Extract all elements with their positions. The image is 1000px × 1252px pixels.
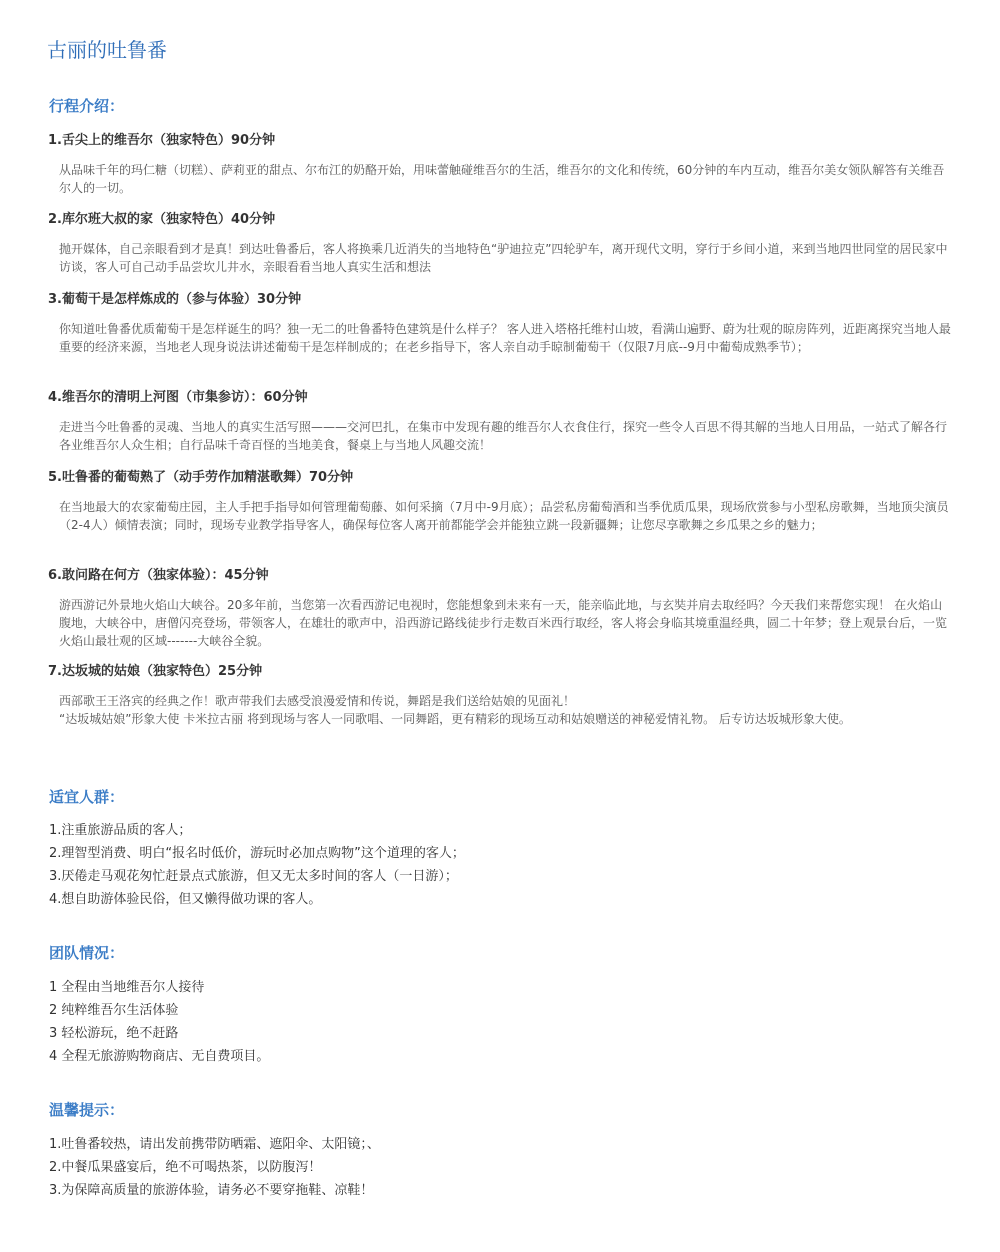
itinerary-heading: 行程介绍： [49, 97, 125, 115]
list-item: 2.理智型消费、明白“报名时低价，游玩时必加点购物”这个道理的客人； [49, 846, 465, 861]
itinerary-item-title: 3.葡萄干是怎样炼成的（参与体验）30分钟 [48, 292, 302, 307]
description-paragraph: 在当地最大的农家葡萄庄园，主人手把手指导如何管理葡萄藤、如何采摘（7月中-9月底）；品尝私房葡萄酒和当季优质瓜果，现场欣赏参与小型私房歌舞，当地顶尖演员（2-4人）倾情表演；同时，现场专业教学指导客人，确保每位客人离开前都能学会并能独立跳一段新疆舞；让您尽享歌舞之乡瓜果之乡的魅力； [59, 500, 949, 532]
itinerary-item-description [59, 596, 952, 650]
itinerary-item-description [59, 240, 952, 276]
description-paragraph: 西部歌王王洛宾的经典之作！歌声带我们去感受浪漫爱情和传说，舞蹈是我们送给姑娘的见面礼！ [59, 694, 576, 708]
itinerary-item-title: 1.舌尖上的维吾尔（独家特色）90分钟 [48, 133, 276, 148]
list-item: 4.想自助游体验民俗，但又懒得做功课的客人。 [49, 892, 322, 907]
itinerary-item-description [59, 498, 952, 534]
list-item: 4 全程无旅游购物商店、无自费项目。 [49, 1049, 270, 1064]
tips-heading: 温馨提示： [49, 1101, 125, 1119]
itinerary-item-description [59, 320, 952, 356]
itinerary-item-title: 2.库尔班大叔的家（独家特色）40分钟 [48, 212, 276, 227]
itinerary-item-description [59, 418, 952, 454]
suitable-list [49, 819, 465, 911]
list-item: 3.厌倦走马观花匆忙赶景点式旅游，但又无太多时间的客人（一日游）； [49, 869, 458, 884]
itinerary-item-title: 6.敢问路在何方（独家体验）：45分钟 [48, 568, 269, 583]
itinerary-item-description [59, 692, 952, 728]
description-paragraph: “达坂城姑娘”形象大使 卡米拉古丽 将到现场与客人一同歌唱、一同舞蹈，更有精彩的现场互动和姑娘赠送的神秘爱情礼物。 后专访达坂城形象大使。 [59, 712, 851, 726]
tips-list [49, 1133, 380, 1202]
list-item: 2 纯粹维吾尔生活体验 [49, 1003, 179, 1018]
description-paragraph: 从品味千年的玛仁糖（切糕）、萨莉亚的甜点、尔布江的奶酪开始，用味蕾触碰维吾尔的生活，维吾尔的文化和传统，60分钟的车内互动，维吾尔美女领队解答有关维吾尔人的一切。 [59, 163, 945, 195]
itinerary-item-title: 5.吐鲁番的葡萄熟了（动手劳作加精湛歌舞）70分钟 [48, 470, 354, 485]
list-item: 2.中餐瓜果盛宴后，绝不可喝热茶，以防腹泻！ [49, 1160, 322, 1175]
itinerary-item-title: 7.达坂城的姑娘（独家特色）25分钟 [48, 664, 263, 679]
list-item: 3.为保障高质量的旅游体验，请务必不要穿拖鞋、凉鞋！ [49, 1183, 374, 1198]
description-paragraph: 你知道吐鲁番优质葡萄干是怎样诞生的吗？独一无二的吐鲁番特色建筑是什么样子？ 客人进入塔格托维村山坡，看满山遍野、蔚为壮观的晾房阵列，近距离探究当地人最重要的经济来源，当地老人现身说法讲述葡萄干是怎样制成的；在老乡指导下，客人亲自动手晾制葡萄干（仅限7月底--9月中葡萄成熟季节）； [59, 322, 951, 354]
itinerary-item-title: 4.维吾尔的清明上河图（市集参访）：60分钟 [48, 390, 308, 405]
description-paragraph: 抛开媒体，自己亲眼看到才是真！到达吐鲁番后，客人将换乘几近消失的当地特色“驴迪拉克”四轮驴车，离开现代文明，穿行于乡间小道，来到当地四世同堂的居民家中访谈，客人可自己动手品尝坎儿井水，亲眼看看当地人真实生活和想法 [59, 242, 948, 274]
team-heading: 团队情况： [49, 944, 125, 962]
itinerary-item-description [59, 161, 952, 197]
suitable-heading: 适宜人群： [49, 788, 125, 806]
list-item: 1 全程由当地维吾尔人接待 [49, 980, 205, 995]
description-paragraph: 走进当今吐鲁番的灵魂、当地人的真实生活写照———交河巴扎，在集市中发现有趣的维吾尔人衣食住行，探究一些令人百思不得其解的当地人日用品，一站式了解各行各业维吾尔人众生相；自行品味千奇百怪的当地美食，餐桌上与当地人风趣交流！ [59, 420, 948, 452]
page-title: 古丽的吐鲁番 [47, 38, 167, 62]
list-item: 3 轻松游玩，绝不赶路 [49, 1026, 179, 1041]
list-item: 1.吐鲁番较热，请出发前携带防晒霜、遮阳伞、太阳镜；、 [49, 1137, 380, 1152]
description-paragraph: 游西游记外景地火焰山大峡谷。20多年前，当您第一次看西游记电视时，您能想象到未来有一天，能亲临此地，与玄奘并肩去取经吗？今天我们来帮您实现！ 在火焰山腹地，大峡谷中，唐僧闪亮登场，带领客人，在雄壮的歌声中，沿西游记路线徒步行走数百米西行取经，客人将会身临其境重温经典，圆二十年梦；登上观景台后，一览火焰山最壮观的区域-------大峡谷全貌。 [59, 598, 948, 648]
list-item: 1.注重旅游品质的客人； [49, 823, 192, 838]
team-list [49, 976, 269, 1068]
